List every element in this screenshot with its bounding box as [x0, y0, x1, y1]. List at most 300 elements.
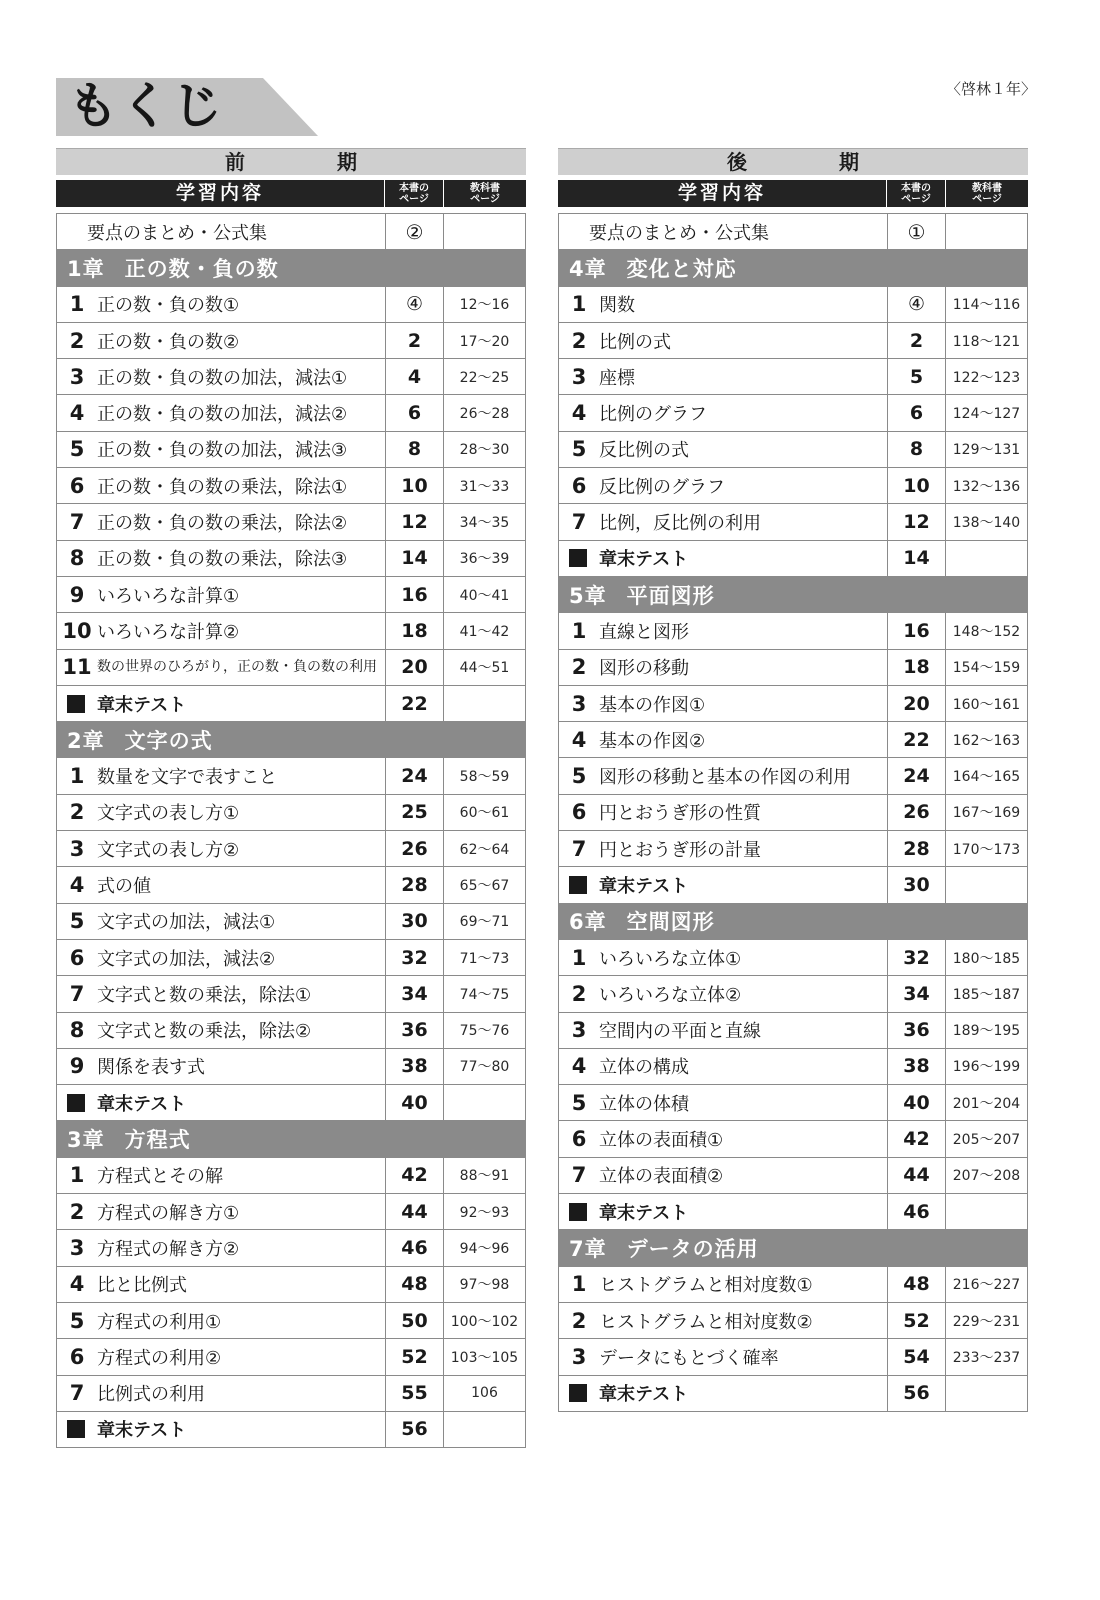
entry-title: 文字式の表し方①: [97, 803, 240, 825]
entry-title: 章末テスト: [599, 1384, 689, 1406]
toc-entry[interactable]: [559, 1085, 1027, 1121]
entry-title: 基本の作図①: [599, 694, 706, 716]
entry-title: 関係を表す式: [97, 1057, 205, 1079]
book-page: 5: [887, 359, 945, 394]
toc-entry[interactable]: [57, 795, 525, 831]
book-page: 56: [887, 1376, 945, 1411]
entry-number: 6: [69, 473, 85, 498]
toc-entry[interactable]: [57, 1376, 525, 1412]
textbook-page: 97〜98: [443, 1267, 525, 1302]
entry-title: 章末テスト: [97, 694, 187, 716]
toc-entry[interactable]: [559, 1267, 1027, 1303]
chapter-title-cell: [559, 1230, 1027, 1265]
entry-number: 5: [571, 437, 587, 462]
entry-cell: [57, 1376, 385, 1411]
entry-cell: [559, 1194, 887, 1229]
textbook-page-header-line1: 教科書: [972, 182, 1002, 194]
textbook-page: 162〜163: [945, 722, 1027, 757]
textbook-page: [443, 686, 525, 721]
chapter-title: データの活用: [626, 1236, 759, 1261]
toc-entry[interactable]: [559, 976, 1027, 1012]
entry-cell: [57, 1049, 385, 1084]
entry-title: いろいろな立体①: [599, 948, 742, 970]
entry-number: 9: [69, 1054, 85, 1079]
book-page: 8: [887, 432, 945, 467]
entry-cell: [559, 1267, 887, 1302]
textbook-page: 34〜35: [443, 504, 525, 539]
toc-entry[interactable]: [57, 976, 525, 1012]
chapter-title: 空間図形: [626, 910, 715, 935]
entry-cell: [559, 1158, 887, 1193]
textbook-page: 65〜67: [443, 867, 525, 902]
toc-entry[interactable]: [57, 1303, 525, 1339]
toc-entry[interactable]: [57, 1049, 525, 1085]
toc-entry[interactable]: [57, 504, 525, 540]
entry-cell: [559, 1121, 887, 1156]
entry-cell: [57, 1085, 385, 1120]
entry-cell: [559, 359, 887, 394]
book-page: 44: [385, 1194, 443, 1229]
book-page: 52: [887, 1303, 945, 1338]
toc-entry[interactable]: [559, 1121, 1027, 1157]
entry-cell: [57, 432, 385, 467]
chapter-title-cell: [559, 250, 1027, 285]
chapter-number: 2章: [67, 728, 105, 753]
entry-cell: [57, 1230, 385, 1265]
toc-entry[interactable]: [559, 795, 1027, 831]
toc-entry[interactable]: [57, 1194, 525, 1230]
entry-cell: [57, 1267, 385, 1302]
book-page: 22: [887, 722, 945, 757]
toc-entry[interactable]: [57, 287, 525, 323]
toc-entry[interactable]: [559, 287, 1027, 323]
textbook-page: 106: [443, 1376, 525, 1411]
entry-number: 4: [69, 872, 85, 897]
chapter-number: 7章: [569, 1236, 607, 1261]
toc-entry[interactable]: [559, 831, 1027, 867]
entry-number: 2: [69, 1199, 85, 1224]
entry-number: 3: [69, 1235, 85, 1260]
entry-number: 10: [62, 618, 92, 643]
toc-entry[interactable]: [57, 323, 525, 359]
entry-number: 6: [571, 473, 587, 498]
textbook-page: 148〜152: [945, 613, 1027, 648]
chapter-heading: [57, 250, 525, 286]
toc-entry[interactable]: [57, 1158, 525, 1194]
textbook-page: 229〜231: [945, 1303, 1027, 1338]
book-page: 48: [385, 1267, 443, 1302]
textbook-page: 92〜93: [443, 1194, 525, 1229]
entry-title: 数の世界のひろがり，正の数・負の数の利用: [97, 659, 377, 676]
entry-cell: [57, 686, 385, 721]
book-page: 14: [385, 541, 443, 576]
table-header: [56, 180, 526, 207]
chapter-number: 1章: [67, 256, 105, 281]
toc-entry[interactable]: [559, 1158, 1027, 1194]
entry-number: 4: [571, 1054, 587, 1079]
entry-cell: [57, 976, 385, 1011]
chapter-test-row[interactable]: [559, 1194, 1027, 1230]
entry-number: 1: [69, 1163, 85, 1188]
textbook-page: 28〜30: [443, 432, 525, 467]
book-page: 36: [385, 1013, 443, 1048]
entry-title: 文字式の表し方②: [97, 839, 240, 861]
second-term-column: [558, 148, 1028, 1412]
textbook-page: 31〜33: [443, 468, 525, 503]
book-page: 30: [385, 904, 443, 939]
square-icon: [569, 1203, 587, 1221]
textbook-page: 233〜237: [945, 1339, 1027, 1374]
entry-title: 反比例の式: [599, 440, 689, 462]
entry-cell: [559, 541, 887, 576]
textbook-page: [945, 867, 1027, 902]
entry-title: いろいろな立体②: [599, 984, 742, 1006]
toc-entry[interactable]: [57, 432, 525, 468]
entry-number: 6: [571, 1127, 587, 1152]
entry-number: 3: [571, 364, 587, 389]
summary-row[interactable]: [559, 214, 1027, 250]
toc-entry[interactable]: [57, 541, 525, 577]
book-page: 52: [385, 1339, 443, 1374]
chapter-test-row[interactable]: [559, 867, 1027, 903]
table-header: [558, 180, 1028, 207]
textbook-page: 118〜121: [945, 323, 1027, 358]
toc-entry[interactable]: [559, 613, 1027, 649]
entry-title: 文字式と数の乗法，除法②: [97, 1021, 312, 1043]
entry-title: 正の数・負の数②: [97, 331, 240, 353]
entry-cell: [57, 287, 385, 322]
toc-entry[interactable]: [57, 1267, 525, 1303]
toc-entry[interactable]: [57, 1230, 525, 1266]
entry-number: 3: [571, 691, 587, 716]
toc-entry[interactable]: [559, 1339, 1027, 1375]
entry-cell: [559, 468, 887, 503]
book-page: 32: [887, 940, 945, 975]
entry-number: 3: [571, 1018, 587, 1043]
textbook-page: 44〜51: [443, 650, 525, 685]
toc-entry[interactable]: [559, 940, 1027, 976]
chapter-heading: [559, 250, 1027, 286]
entry-cell: [559, 432, 887, 467]
entry-cell: [57, 1194, 385, 1229]
toc-table: [558, 213, 1028, 1412]
toc-entry[interactable]: [57, 867, 525, 903]
entry-cell: [57, 613, 385, 648]
entry-title: 正の数・負の数の乗法，除法③: [97, 549, 348, 571]
entry-number: 2: [571, 1308, 587, 1333]
entry-title: 文字式の加法，減法①: [97, 912, 276, 934]
entry-cell: [559, 867, 887, 902]
entry-cell: [57, 1158, 385, 1193]
entry-cell: [559, 795, 887, 830]
chapter-title-cell: [57, 1121, 525, 1156]
toc-entry[interactable]: [559, 359, 1027, 395]
entry-title: 空間内の平面と直線: [599, 1021, 761, 1043]
entry-number: 6: [69, 945, 85, 970]
entry-number: 3: [69, 364, 85, 389]
book-page: 10: [385, 468, 443, 503]
book-page: 8: [385, 432, 443, 467]
textbook-page: 160〜161: [945, 686, 1027, 721]
textbook-page: 196〜199: [945, 1049, 1027, 1084]
book-page: 10: [887, 468, 945, 503]
entry-number: 2: [69, 800, 85, 825]
entry-title: 座標: [599, 367, 635, 389]
chapter-test-row[interactable]: [559, 1376, 1027, 1412]
chapter-test-row[interactable]: [57, 686, 525, 722]
textbook-page: 40〜41: [443, 577, 525, 612]
chapter-number: 3章: [67, 1128, 105, 1153]
entry-title: 文字式と数の乗法，除法①: [97, 984, 312, 1006]
toc-entry[interactable]: [57, 613, 525, 649]
book-page: ④: [385, 287, 443, 322]
textbook-page: [443, 214, 525, 249]
textbook-page: [945, 214, 1027, 249]
entry-title: いろいろな計算①: [97, 585, 240, 607]
textbook-page: 129〜131: [945, 432, 1027, 467]
entry-number: 3: [69, 836, 85, 861]
book-page: 42: [887, 1121, 945, 1156]
entry-number: 2: [571, 328, 587, 353]
textbook-page: 26〜28: [443, 395, 525, 430]
entry-title: 反比例のグラフ: [599, 476, 725, 498]
book-page: 26: [385, 831, 443, 866]
book-page: 6: [887, 395, 945, 430]
toc-entry[interactable]: [57, 940, 525, 976]
entry-title: 正の数・負の数の加法，減法②: [97, 404, 348, 426]
textbook-page: 205〜207: [945, 1121, 1027, 1156]
entry-title: 図形の移動: [599, 658, 689, 680]
toc-entry[interactable]: [57, 359, 525, 395]
entry-title: 図形の移動と基本の作図の利用: [599, 767, 851, 789]
entry-cell: [57, 359, 385, 394]
toc-entry[interactable]: [57, 1013, 525, 1049]
entry-cell: [559, 940, 887, 975]
square-icon: [67, 1094, 85, 1112]
chapter-test-row[interactable]: [57, 1085, 525, 1121]
entry-title: 立体の表面積①: [599, 1130, 724, 1152]
content-header: 学習内容: [175, 182, 264, 204]
toc-entry[interactable]: [57, 395, 525, 431]
entry-number: 3: [571, 1344, 587, 1369]
entry-cell: [559, 1013, 887, 1048]
entry-number: 5: [69, 437, 85, 462]
textbook-page-header-line2: ページ: [470, 193, 500, 205]
entry-number: 1: [69, 764, 85, 789]
page-title: もくじ: [68, 77, 224, 135]
chapter-title-cell: [559, 904, 1027, 939]
entry-cell: [57, 504, 385, 539]
textbook-page: 75〜76: [443, 1013, 525, 1048]
entry-number: 1: [571, 945, 587, 970]
entry-cell: [57, 323, 385, 358]
book-page: 55: [385, 1376, 443, 1411]
entry-number: 7: [571, 1163, 587, 1188]
entry-number: 2: [571, 655, 587, 680]
entry-cell: [559, 613, 887, 648]
book-page: 28: [385, 867, 443, 902]
entry-cell: [57, 867, 385, 902]
entry-cell: [57, 214, 385, 249]
entry-cell: [57, 904, 385, 939]
book-page: 14: [887, 541, 945, 576]
entry-cell: [57, 831, 385, 866]
chapter-test-row[interactable]: [559, 541, 1027, 577]
entry-cell: [57, 1412, 385, 1447]
entry-cell: [559, 758, 887, 793]
entry-title: 正の数・負の数①: [97, 295, 240, 317]
textbook-page: 164〜165: [945, 758, 1027, 793]
textbook-page: 41〜42: [443, 613, 525, 648]
toc-entry[interactable]: [57, 577, 525, 613]
entry-number: 2: [69, 328, 85, 353]
entry-title: 比例の式: [599, 331, 671, 353]
entry-cell: [559, 831, 887, 866]
entry-title: 正の数・負の数の加法，減法①: [97, 367, 348, 389]
chapter-title: 変化と対応: [626, 256, 737, 281]
entry-cell: [559, 1085, 887, 1120]
entry-title: 方程式の利用②: [97, 1347, 222, 1369]
book-page-header-line1: 本書の: [399, 182, 429, 194]
entry-number: 11: [62, 655, 92, 680]
entry-title: 方程式の解き方①: [97, 1202, 240, 1224]
book-page: 20: [887, 686, 945, 721]
square-icon: [67, 695, 85, 713]
textbook-page: [945, 1194, 1027, 1229]
book-page: 18: [385, 613, 443, 648]
chapter-heading: [559, 577, 1027, 613]
textbook-page: 60〜61: [443, 795, 525, 830]
book-page: 20: [385, 650, 443, 685]
book-page: 16: [887, 613, 945, 648]
book-page: 56: [385, 1412, 443, 1447]
entry-cell: [559, 1339, 887, 1374]
textbook-page: 94〜96: [443, 1230, 525, 1265]
entry-number: 7: [69, 1381, 85, 1406]
book-page: 38: [385, 1049, 443, 1084]
entry-cell: [559, 686, 887, 721]
entry-cell: [57, 1303, 385, 1338]
textbook-page: 167〜169: [945, 795, 1027, 830]
book-page: 2: [887, 323, 945, 358]
book-page: 48: [887, 1267, 945, 1302]
entry-title: ヒストグラムと相対度数②: [599, 1311, 813, 1333]
chapter-heading: [559, 904, 1027, 940]
toc-entry[interactable]: [559, 722, 1027, 758]
term-heading: 後 期: [558, 148, 1028, 175]
chapter-test-row[interactable]: [57, 1412, 525, 1448]
textbook-page: 77〜80: [443, 1049, 525, 1084]
toc-entry[interactable]: [559, 468, 1027, 504]
chapter-number: 4章: [569, 256, 607, 281]
toc-entry[interactable]: [559, 395, 1027, 431]
first-term-column: [56, 148, 526, 1448]
entry-cell: [57, 1339, 385, 1374]
toc-entry[interactable]: [559, 1013, 1027, 1049]
entry-number: 6: [571, 800, 587, 825]
book-page: 4: [385, 359, 443, 394]
entry-cell: [559, 650, 887, 685]
entry-number: 4: [69, 401, 85, 426]
entry-title: 比例のグラフ: [599, 404, 707, 426]
book-page: 2: [385, 323, 443, 358]
toc-entry[interactable]: [57, 904, 525, 940]
entry-cell: [57, 468, 385, 503]
textbook-page: 132〜136: [945, 468, 1027, 503]
summary-row[interactable]: [57, 214, 525, 250]
toc-entry[interactable]: [559, 504, 1027, 540]
chapter-title-cell: [57, 250, 525, 285]
book-page: ①: [887, 214, 945, 249]
chapter-number: 5章: [569, 583, 607, 608]
entry-number: 7: [69, 981, 85, 1006]
textbook-page: [443, 1085, 525, 1120]
entry-title: 立体の構成: [599, 1057, 689, 1079]
toc-entry[interactable]: [57, 650, 525, 686]
toc-entry[interactable]: [559, 432, 1027, 468]
book-page: 32: [385, 940, 443, 975]
textbook-page: 100〜102: [443, 1303, 525, 1338]
book-page: 34: [887, 976, 945, 1011]
square-icon: [569, 549, 587, 567]
textbook-page: 74〜75: [443, 976, 525, 1011]
toc-entry[interactable]: [559, 758, 1027, 794]
entry-title: データにもとづく確率: [599, 1347, 779, 1369]
chapter-title: 方程式: [124, 1128, 191, 1153]
textbook-page-header-line1: 教科書: [470, 182, 500, 194]
entry-number: 8: [69, 1018, 85, 1043]
toc-entry[interactable]: [57, 758, 525, 794]
entry-title: 章末テスト: [599, 1202, 689, 1224]
toc-entry[interactable]: [559, 650, 1027, 686]
entry-number: 4: [69, 1272, 85, 1297]
entry-title: 要点のまとめ・公式集: [589, 222, 769, 244]
textbook-page: 17〜20: [443, 323, 525, 358]
toc-entry[interactable]: [559, 323, 1027, 359]
toc-table: [56, 213, 526, 1448]
entry-title: 文字式の加法，減法②: [97, 948, 276, 970]
toc-entry[interactable]: [559, 1049, 1027, 1085]
entry-number: 8: [69, 546, 85, 571]
book-page: 38: [887, 1049, 945, 1084]
toc-entry[interactable]: [559, 1303, 1027, 1339]
book-page: 25: [385, 795, 443, 830]
entry-title: 立体の体積: [599, 1093, 689, 1115]
entry-cell: [559, 976, 887, 1011]
textbook-page: 201〜204: [945, 1085, 1027, 1120]
toc-entry[interactable]: [57, 468, 525, 504]
textbook-page: 216〜227: [945, 1267, 1027, 1302]
toc-entry[interactable]: [559, 686, 1027, 722]
book-page-header-line2: ページ: [901, 193, 931, 205]
entry-number: 1: [571, 618, 587, 643]
toc-entry[interactable]: [57, 1339, 525, 1375]
entry-title: 章末テスト: [97, 1093, 187, 1115]
toc-entry[interactable]: [57, 831, 525, 867]
square-icon: [67, 1420, 85, 1438]
entry-cell: [57, 795, 385, 830]
book-page: 12: [385, 504, 443, 539]
book-page: 6: [385, 395, 443, 430]
textbook-page: 170〜173: [945, 831, 1027, 866]
book-page: 44: [887, 1158, 945, 1193]
textbook-page: 71〜73: [443, 940, 525, 975]
entry-number: 1: [69, 292, 85, 317]
entry-number: 7: [69, 510, 85, 535]
textbook-page: 180〜185: [945, 940, 1027, 975]
book-page: 12: [887, 504, 945, 539]
book-page: 54: [887, 1339, 945, 1374]
